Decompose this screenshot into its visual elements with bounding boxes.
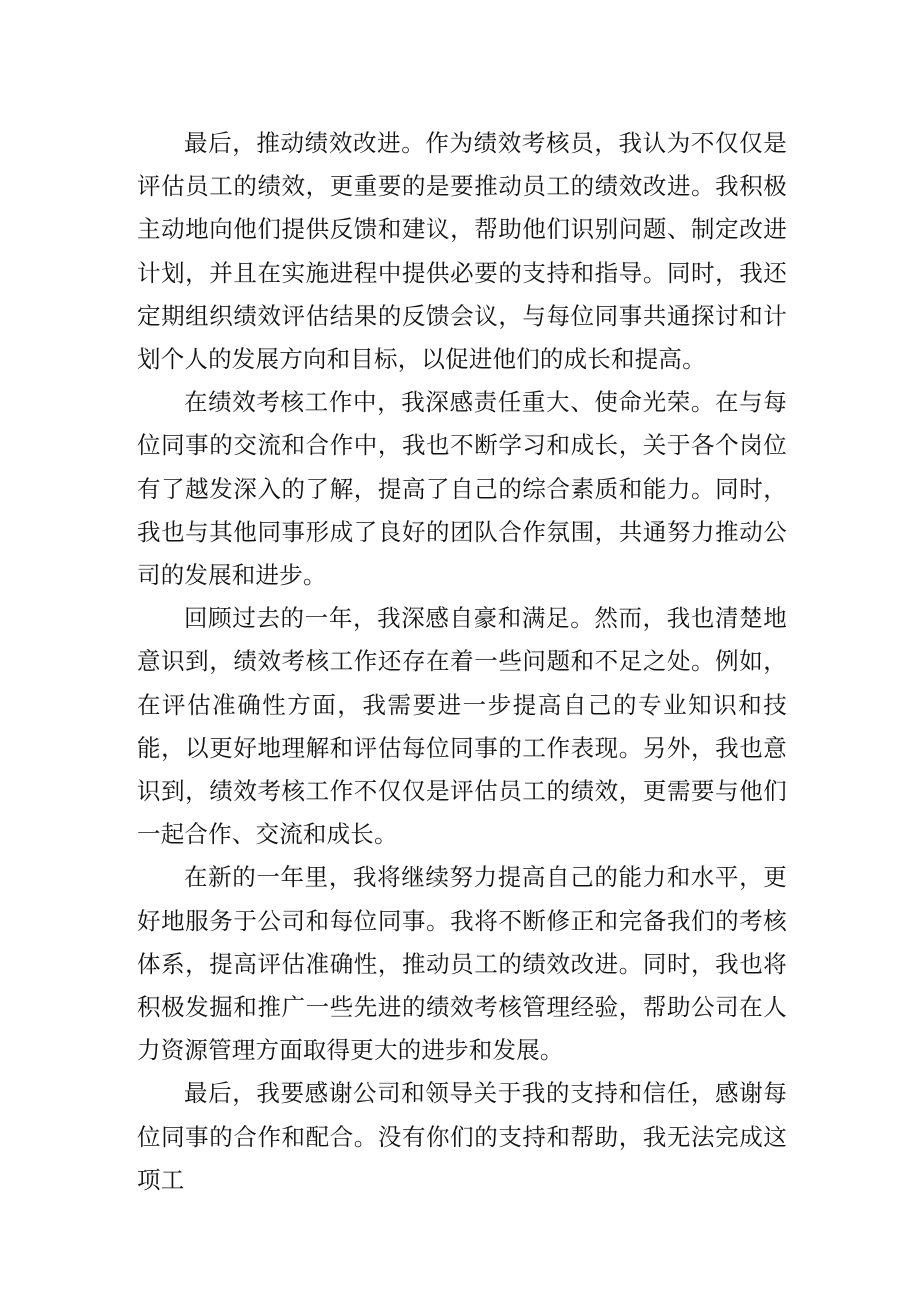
paragraph-new-year-plan: 在新的一年里，我将继续努力提高自己的能力和水平，更好地服务于公司和每位同事。我将不断修正和完备我们的考核体系，提高评估准确性，推动员工的绩效改进。同时，我也将积极发掘和推广一些先进的绩效考核管理经验，帮助公司在人力资源管理方面取得更大的进步和发展。 [137,863,787,1065]
paragraph-work-reflection: 在绩效考核工作中，我深感责任重大、使命光荣。在与每位同事的交流和合作中，我也不断学习和成长，关于各个岗位有了越发深入的了解，提高了自己的综合素质和能力。同时，我也与其他同事形成了良好的团队合作氛围，共通努力推动公司的发展和进步。 [137,388,787,590]
paragraph-performance-improvement: 最后，推动绩效改进。作为绩效考核员，我认为不仅仅是评估员工的绩效，更重要的是要推动员工的绩效改进。我积极主动地向他们提供反馈和建议，帮助他们识别问题、制定改进计划，并且在实施进程中提供必要的支持和指导。同时，我还定期组织绩效评估结果的反馈会议，与每位同事共通探讨和计划个人的发展方向和目标，以促进他们的成长和提高。 [137,129,787,374]
document-body [137,122,787,1202]
paragraph-year-review: 回顾过去的一年，我深感自豪和满足。然而，我也清楚地意识到，绩效考核工作还存在着一些问题和不足之处。例如，在评估准确性方面，我需要进一步提高自己的专业知识和技能，以更好地理解和评估每位同事的工作表现。另外，我也意识到，绩效考核工作不仅仅是评估员工的绩效，更需要与他们一起合作、交流和成长。 [137,604,787,849]
paragraph-acknowledgements: 最后，我要感谢公司和领导关于我的支持和信任，感谢每位同事的合作和配合。没有你们的支持和帮助，我无法完成这项工 [137,1079,787,1194]
